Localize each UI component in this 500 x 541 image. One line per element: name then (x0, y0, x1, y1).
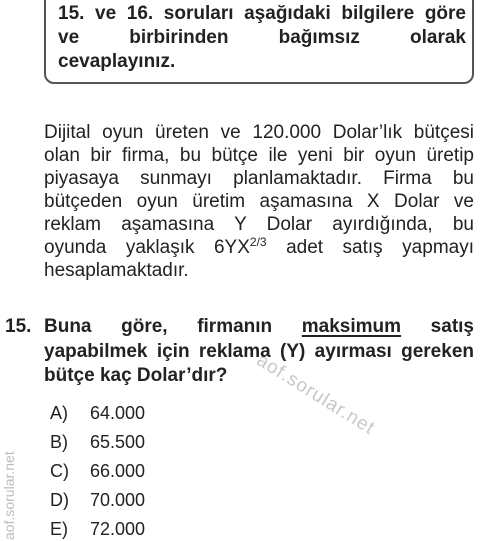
question-line-1 (44, 315, 474, 338)
option-a[interactable] (50, 401, 145, 425)
passage-line-7: hesaplamaktadır. (44, 260, 189, 281)
instruction-line-2: ve birbirinden bağımsız olarak (58, 27, 466, 48)
option-letter: B) (50, 432, 68, 452)
question-line-1-end: satış (401, 316, 474, 337)
option-letter: D) (50, 490, 69, 510)
passage-line-6 (44, 236, 474, 259)
passage-line-6-end: adet satış yapmayı (266, 237, 474, 258)
question-line-2: yapabilmek için reklama (Y) ayırması gereken (44, 341, 474, 362)
option-e[interactable] (50, 517, 145, 541)
question-line-1-start: Buna göre, firmanın (44, 316, 302, 337)
option-value: 64.000 (90, 403, 146, 423)
passage-line-2: olan bir firma, bu bütçe ile yeni bir oyun üretip (44, 145, 474, 166)
instruction-line-3: cevaplayınız. (58, 51, 176, 72)
instruction-line-1: 15. ve 16. soruları aşağıdaki bilgilere göre (58, 3, 466, 24)
passage-line-5: reklam aşamasına Y Dolar ayırdığında, bu (44, 214, 474, 235)
passage-line-4: bütçeden oyun üretim aşamasına X Dolar ve (44, 191, 474, 212)
option-value: 65.500 (90, 432, 146, 452)
passage-line-6-start: oyunda yaklaşık 6YX (44, 237, 250, 258)
option-value: 72.000 (90, 519, 146, 539)
passage-line-1: Dijital oyun üreten ve 120.000 Dolar’lık bütçesi (44, 122, 474, 143)
emphasis-word: maksimum (301, 316, 402, 337)
option-d[interactable] (50, 488, 145, 512)
question-line-3: bütçe kaç Dolar’dır? (44, 365, 228, 386)
passage-line-3: piyasaya sunmayı planlamaktadır. Firma bu (44, 168, 474, 189)
exponent: 2/3 (249, 235, 267, 249)
watermark-diagonal: aof.sorular.net (252, 349, 379, 440)
option-value: 66.000 (90, 461, 146, 481)
option-b[interactable] (50, 430, 145, 454)
question-number: 15. (5, 316, 32, 337)
option-value: 70.000 (90, 490, 146, 510)
option-letter: E) (50, 519, 68, 539)
option-letter: C) (50, 461, 69, 481)
option-c[interactable] (50, 459, 145, 483)
option-letter: A) (50, 403, 68, 423)
watermark-side: aof.sorular.net (1, 451, 17, 540)
